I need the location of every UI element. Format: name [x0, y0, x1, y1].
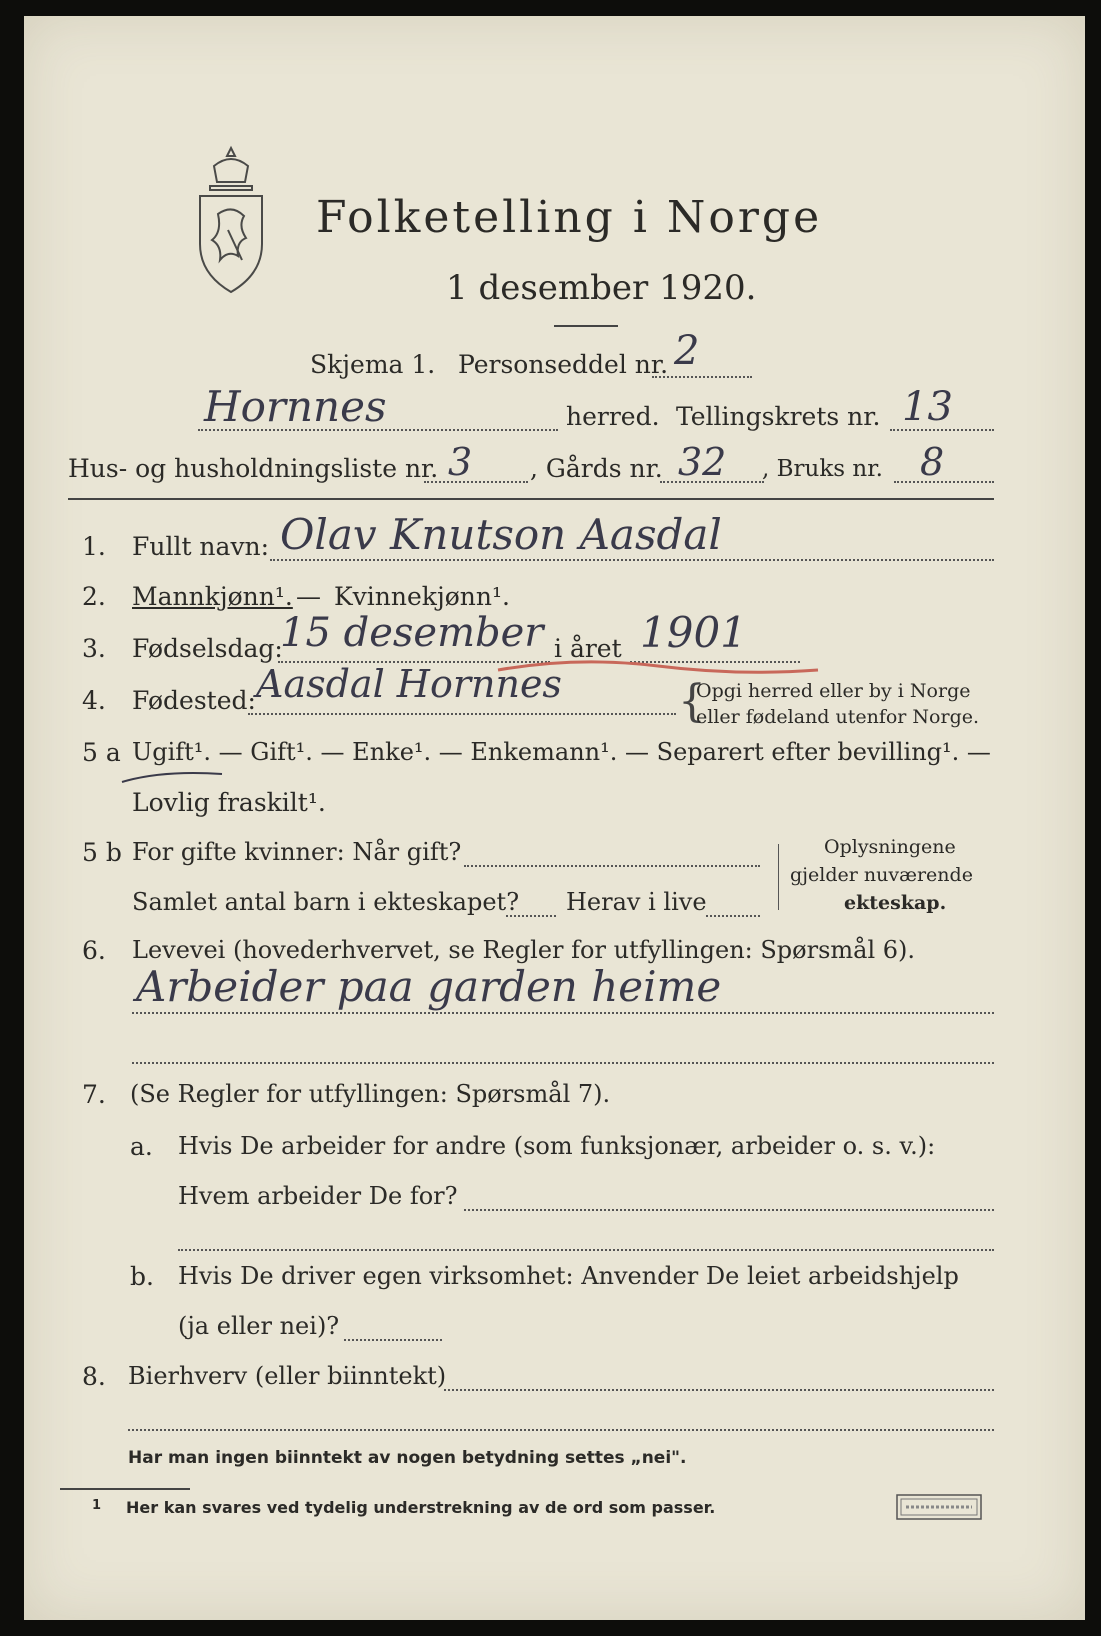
q3-label: Fødselsdag:: [132, 634, 283, 663]
section-divider: [68, 498, 994, 500]
bruks-value[interactable]: 8: [920, 440, 945, 484]
occupation-value[interactable]: Arbeider paa garden heime: [136, 962, 722, 1011]
hus-line: [424, 481, 528, 483]
coat-of-arms-icon: [188, 144, 274, 296]
footnote-rule: [60, 1488, 190, 1490]
married-line: [464, 865, 760, 867]
male-option[interactable]: Mannkjønn¹.: [132, 582, 293, 611]
alive-line: [706, 915, 760, 917]
printer-stamp-icon: [896, 1494, 982, 1520]
income-note: Har man ingen biinntekt av nogen betydning settes „nei".: [128, 1448, 687, 1468]
q7a-text-2: Hvem arbeider De for?: [178, 1182, 458, 1210]
q7b-text: Hvis De driver egen virksomhet: Anvender De leiet arbeidshjelp: [178, 1262, 959, 1290]
birthplace-line: [248, 713, 676, 715]
alive-label: Herav i live: [566, 888, 707, 916]
q6-label: Levevei (hovederhvervet, se Regler for utfyllingen: Spørsmål 6).: [132, 936, 916, 964]
q1-label: Fullt navn:: [132, 532, 270, 561]
q5a-number: 5 a: [82, 738, 121, 767]
schema-label: Skjema 1.: [310, 350, 436, 379]
gards-value[interactable]: 32: [678, 440, 727, 484]
female-option[interactable]: Kvinnekjønn¹.: [334, 582, 510, 611]
marital-options-2[interactable]: Lovlig fraskilt¹.: [132, 788, 326, 817]
tellingskrets-label: Tellingskrets nr.: [676, 402, 881, 431]
q7-label: (Se Regler for utfyllingen: Spørsmål 7).: [130, 1080, 611, 1108]
hus-value[interactable]: 3: [448, 440, 473, 484]
q8-label: Bierhverv (eller biinntekt): [128, 1362, 447, 1390]
full-name-value[interactable]: Olav Knutson Aasdal: [280, 510, 722, 559]
side-income-line-1: [444, 1389, 994, 1391]
q7b-text-2: (ja eller nei)?: [178, 1312, 340, 1340]
employer-line-2: [178, 1249, 994, 1251]
birthplace-value[interactable]: Aasdal Hornnes: [256, 662, 562, 706]
married-label: For gifte kvinner: Når gift?: [132, 838, 462, 866]
employer-line-1: [464, 1209, 994, 1211]
q8-number: 8.: [82, 1362, 106, 1391]
herred-value[interactable]: Hornnes: [204, 382, 387, 431]
footnote-text: Her kan svares ved tydelig understrekning av de ord som passer.: [126, 1498, 716, 1517]
q7a-text: Hvis De arbeider for andre (som funksjonær, arbeider o. s. v.):: [178, 1132, 936, 1160]
q6-number: 6.: [82, 936, 106, 965]
birthplace-note-1: Opgi herred eller by i Norge: [696, 680, 971, 702]
marital-options[interactable]: Ugift¹. — Gift¹. — Enke¹. — Enkemann¹. — Separert efter bevilling¹. —: [132, 738, 991, 766]
birth-year-value[interactable]: 1901: [640, 608, 747, 657]
q1-line: [270, 559, 994, 561]
children-line: [506, 915, 556, 917]
title-divider: [554, 325, 618, 327]
children-label: Samlet antal barn i ekteskapet?: [132, 888, 520, 916]
personseddel-line: [652, 376, 752, 378]
side-income-line-2: [128, 1429, 994, 1431]
q5b-number: 5 b: [82, 838, 122, 867]
gender-separator: —: [296, 582, 321, 611]
year-label: i året: [554, 634, 622, 663]
marriage-note-1: Oplysningene: [824, 836, 956, 858]
form-title: Folketelling i Norge: [316, 192, 823, 243]
hired-help-line: [344, 1339, 442, 1341]
q2-number: 2.: [82, 582, 106, 611]
birthday-value[interactable]: 15 desember: [280, 610, 544, 656]
q4-number: 4.: [82, 686, 106, 715]
marriage-note-2: gjelder nuværende: [790, 864, 973, 886]
birthplace-note-2: eller fødeland utenfor Norge.: [696, 706, 980, 728]
census-form: [24, 16, 1085, 1620]
personseddel-label: Personseddel nr.: [458, 350, 669, 379]
census-date: 1 desember 1920.: [446, 268, 757, 308]
birthplace-brace: {: [678, 676, 706, 727]
q7-number: 7.: [82, 1080, 106, 1109]
hus-label: Hus- og husholdningsliste nr.: [68, 454, 439, 483]
note-divider: [778, 844, 779, 910]
q7a-letter: a.: [130, 1132, 153, 1161]
personseddel-value[interactable]: 2: [674, 328, 700, 374]
footnote-mark: 1: [92, 1498, 102, 1513]
occupation-line-2: [132, 1062, 994, 1064]
occupation-line-1: [132, 1012, 994, 1014]
q1-number: 1.: [82, 532, 106, 561]
bruks-label: , Bruks nr.: [762, 456, 883, 482]
q7b-letter: b.: [130, 1262, 154, 1291]
herred-label: herred.: [566, 402, 660, 431]
tellingskrets-value[interactable]: 13: [902, 384, 953, 430]
q4-label: Fødested:: [132, 686, 256, 715]
underline-mark-icon: [120, 768, 230, 788]
gards-label: , Gårds nr.: [530, 454, 663, 483]
marriage-note-3: ekteskap.: [844, 892, 947, 914]
q3-number: 3.: [82, 634, 106, 663]
